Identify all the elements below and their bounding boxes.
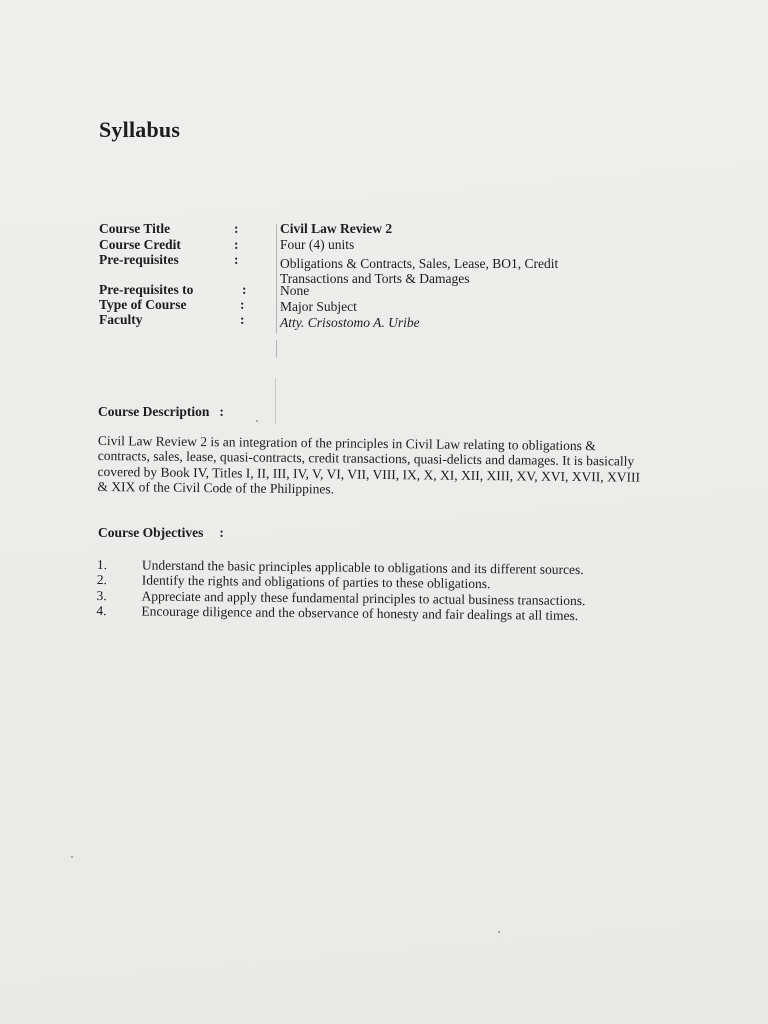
info-value: None	[280, 283, 310, 298]
list-item-number: 4.	[96, 603, 107, 619]
info-label: Type of Course	[99, 297, 187, 312]
scan-speck	[256, 420, 258, 422]
scan-artifact-line	[276, 340, 277, 358]
course-objectives-heading	[98, 525, 224, 541]
list-item-text: Understand the basic principles applicable to obligations and its different sources.	[141, 557, 584, 578]
info-value: Atty. Crisostomo A. Uribe	[280, 315, 420, 330]
info-colon: :	[240, 297, 245, 312]
info-colon: :	[242, 282, 247, 297]
info-label: Course Credit	[99, 237, 181, 252]
list-item-text: Appreciate and apply these fundamental principles to actual business transactions.	[141, 588, 586, 608]
course-objectives-heading-text: Course Objectives	[98, 525, 204, 540]
list-item-number: 2.	[96, 572, 107, 588]
list-item-number: 1.	[96, 557, 108, 573]
course-objectives-list	[96, 557, 657, 624]
course-description-heading	[98, 404, 224, 420]
info-value: Obligations & Contracts, Sales, Lease, BO1, Credit Transactions and Torts & Damages	[280, 256, 559, 286]
list-item-text: Encourage diligence and the observance of honesty and fair dealings at all times.	[141, 603, 579, 624]
course-description-text: Civil Law Review 2 is an integration of the principles in Civil Law relating to obligations & contracts, sales, lease, quasi-contracts, credit transactions, quasi-delicts and damages. It is basically covered by Book IV, Titles I, II, III, IV, V, VI, VII, VIII, IX, X, XI, XII, XIII, XV, XVI, XVII, XVIII & XIX of the Civil Code of the Philippines.	[97, 433, 641, 497]
info-label: Faculty	[99, 312, 143, 327]
info-value: Civil Law Review 2	[280, 221, 393, 236]
page-title: Syllabus	[99, 117, 181, 142]
info-colon: :	[234, 237, 239, 252]
list-item-text: Identify the rights and obligations of parties to these obligations.	[141, 572, 491, 592]
info-label: Pre-requisites	[99, 252, 179, 267]
scan-speck	[71, 856, 73, 858]
scan-artifact-line	[276, 224, 277, 334]
list-item-number: 3.	[96, 587, 107, 603]
info-label: Course Title	[99, 221, 171, 236]
heading-colon: :	[219, 525, 224, 540]
scan-artifact-line	[275, 378, 276, 424]
info-value: Major Subject	[280, 299, 357, 314]
heading-colon: :	[219, 404, 224, 419]
info-value: Four (4) units	[280, 237, 355, 252]
info-colon: :	[240, 312, 245, 327]
info-colon: :	[234, 221, 239, 236]
scan-speck	[498, 931, 500, 933]
course-description-heading-text: Course Description	[98, 404, 210, 419]
info-colon: :	[234, 252, 239, 267]
info-label: Pre-requisites to	[99, 282, 194, 297]
